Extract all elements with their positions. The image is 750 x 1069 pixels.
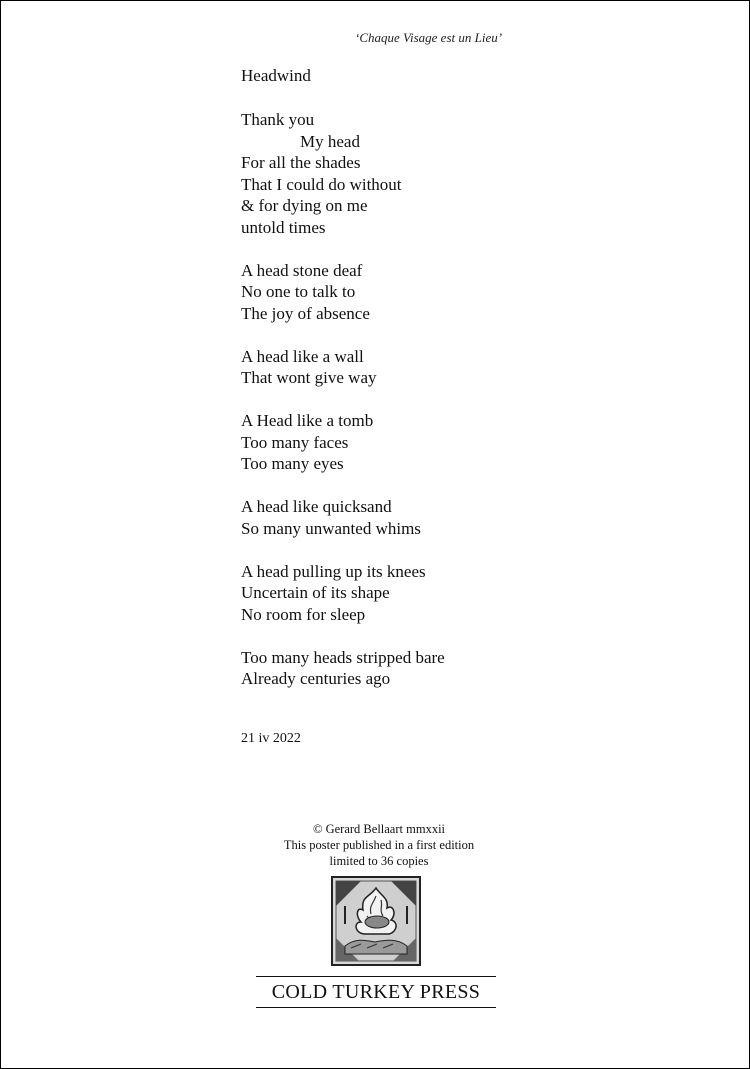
stanza — [241, 260, 641, 325]
poem-title: Headwind — [241, 66, 311, 85]
poem-line: A head pulling up its knees — [241, 561, 426, 581]
poem-body — [241, 109, 641, 711]
stanza — [241, 647, 641, 690]
poem-line: Already centuries ago — [241, 669, 391, 688]
poem-line: Too many heads stripped bare — [241, 647, 445, 667]
poem-line: For all the shades — [241, 153, 361, 172]
copyright-line: © Gerard Bellaart mmxxii — [312, 822, 446, 836]
poem-line: A head stone deaf — [241, 260, 363, 280]
poem-line: Too many eyes — [241, 454, 344, 473]
poem-date: 21 iv 2022 — [241, 731, 301, 746]
stanza — [241, 561, 641, 626]
poem-line: untold times — [241, 217, 326, 237]
poem-line: The joy of absence — [241, 303, 370, 323]
poem-line: Thank you — [241, 110, 315, 129]
poem-line: A Head like a tomb — [241, 411, 374, 430]
poem-line: Uncertain of its shape — [241, 583, 390, 602]
stanza — [241, 346, 641, 389]
poem-line: Too many faces — [241, 432, 349, 452]
poem-line: My head — [300, 131, 360, 151]
poem-line: No room for sleep — [241, 604, 366, 624]
edition-line: This poster published in a first edition — [283, 838, 475, 852]
poem-line: No one to talk to — [241, 282, 356, 301]
stanza — [241, 496, 641, 539]
poem-line: So many unwanted whims — [241, 518, 421, 538]
press-name: COLD TURKEY PRESS — [256, 976, 496, 1008]
stanza — [241, 109, 641, 238]
poem-line: That wont give way — [241, 368, 377, 387]
poem-line: That I could do without — [241, 174, 402, 194]
edition-line: limited to 36 copies — [329, 854, 429, 868]
series-title: ‘Chaque Visage est un Lieu’ — [355, 30, 503, 45]
poem-line: A head like quicksand — [241, 497, 392, 516]
poem-line: A head like a wall — [241, 346, 364, 366]
stanza — [241, 410, 641, 475]
poem-line: & for dying on me — [241, 196, 368, 215]
colophon — [229, 821, 529, 869]
press-emblem-icon — [331, 876, 421, 966]
